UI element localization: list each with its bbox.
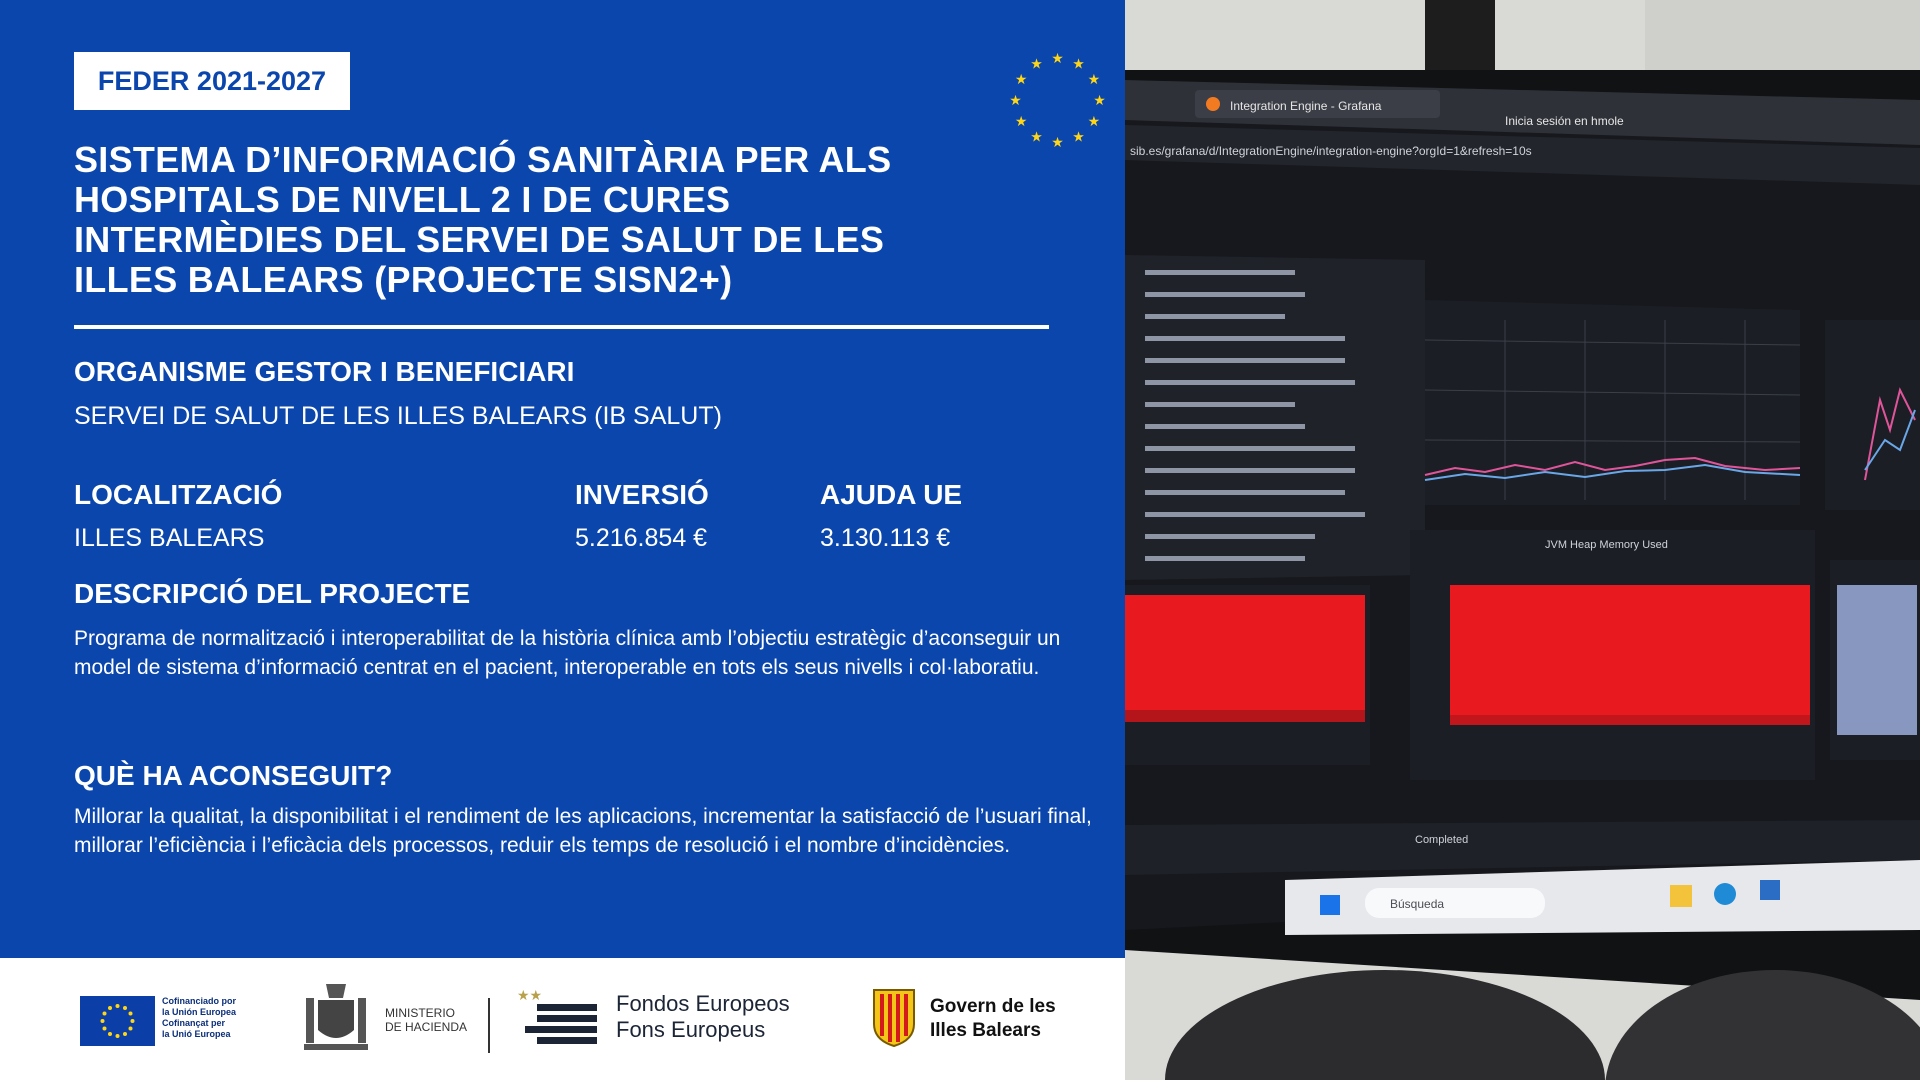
browser-url: sib.es/grafana/d/IntegrationEngine/integration-engine?orgId=1&refresh=10s: [1130, 144, 1532, 158]
ministerio-line-2: DE HACIENDA: [385, 1020, 468, 1034]
organisme-heading: ORGANISME GESTOR I BENEFICIARI: [74, 356, 575, 387]
ministerio-line-1: MINISTERIO: [385, 1006, 456, 1020]
svg-text:★★: ★★: [517, 988, 543, 1004]
eu-star-icon: ★: [1014, 114, 1028, 130]
browser-tab-grafana: Integration Engine - Grafana: [1230, 99, 1382, 113]
logo-footer: [0, 958, 1125, 1080]
eu-star-icon: ★: [1087, 114, 1101, 130]
logo-divider: [488, 998, 490, 1053]
ministerio-text: [385, 1006, 467, 1034]
spain-coat-of-arms-icon: [300, 978, 372, 1058]
taskbar-search-text: Búsqueda: [1390, 897, 1445, 911]
eu-star-icon: ★: [1051, 51, 1064, 67]
descripcio-heading: DESCRIPCIÓ DEL PROJECTE: [74, 578, 471, 609]
eu-star-icon: ★: [1072, 129, 1085, 146]
assoliment-text: Millorar la qualitat, la disponibilitat i el rendiment de les aplicacions, incrementar la satisfacció de l’usuari final, millorar l’eficiència i l’eficàcia dels processos, reduir els temps de resolució i el nombre d’incidències.: [74, 805, 1092, 857]
browser-tab-login: Inicia sesión en hmole: [1505, 114, 1624, 128]
eu-flag-icon: [80, 996, 155, 1046]
eu-line-2: la Unión Europea: [162, 1007, 237, 1017]
govern-line-1: Govern de les: [930, 996, 1056, 1017]
project-title: SISTEMA D’INFORMACIÓ SANITÀRIA PER ALS HOSPITALS DE NIVELL 2 I DE CURES INTERMÈDIES DEL SERVEI DE SALUT DE LES ILLES BALEARS (PROJECTE SISN2+): [74, 139, 892, 300]
govern-shield-icon: [872, 988, 916, 1048]
organisme-value: SERVEI DE SALUT DE LES ILLES BALEARS (IB SALUT): [74, 402, 722, 430]
ajuda-value: 3.130.113 €: [820, 524, 951, 552]
eu-star-icon: ★: [1087, 72, 1101, 88]
govern-line-2: Illes Balears: [930, 1020, 1041, 1041]
localitzacio-value: ILLES BALEARS: [74, 524, 265, 552]
assoliment-heading: QUÈ HA ACONSEGUIT?: [74, 760, 393, 791]
localitzacio-heading: LOCALITZACIÓ: [74, 479, 283, 510]
descripcio-text: Programa de normalització i interoperabilitat de la història clínica amb l’objectiu estratègic d’aconseguir un model de sistema d’informació centrat en el pacient, interoperable en tots els seus nivells i col·laboratiu.: [74, 627, 1061, 679]
eu-line-4: la Unió Europea: [162, 1029, 231, 1039]
fondos-europeos-icon: [515, 984, 605, 1050]
ajuda-heading: AJUDA UE: [820, 479, 963, 510]
eu-star-icon: ★: [1072, 56, 1085, 73]
inversio-value: 5.216.854 €: [575, 524, 708, 552]
eu-star-icon: ★: [1051, 135, 1064, 150]
title-divider: [74, 325, 1049, 329]
eu-stars-icon: [1005, 50, 1110, 150]
eu-star-icon: ★: [1009, 93, 1022, 109]
completed-label: Completed: [1415, 834, 1469, 846]
eu-star-icon: ★: [1014, 72, 1028, 88]
fondos-line-1: Fondos Europeos: [616, 991, 790, 1016]
eu-star-icon: ★: [1093, 93, 1106, 109]
eu-star-icon: ★: [1030, 129, 1043, 146]
eu-star-icon: ★: [1030, 56, 1043, 73]
inversio-heading: INVERSIÓ: [575, 479, 709, 510]
program-badge: FEDER 2021-2027: [74, 52, 350, 110]
fondos-line-2: Fons Europeus: [616, 1017, 766, 1042]
eu-line-3: Cofinançat per: [162, 1018, 226, 1028]
chart-panel-title: JVM Heap Memory Used: [1545, 539, 1668, 551]
govern-text: [930, 995, 1056, 1043]
monitor-illustration: [1125, 0, 1920, 1080]
monitor-photo: [1125, 0, 1920, 1080]
eu-cofunding-text: [162, 996, 247, 1040]
eu-line-1: Cofinanciado por: [162, 996, 236, 1006]
fondos-text: [616, 991, 790, 1043]
